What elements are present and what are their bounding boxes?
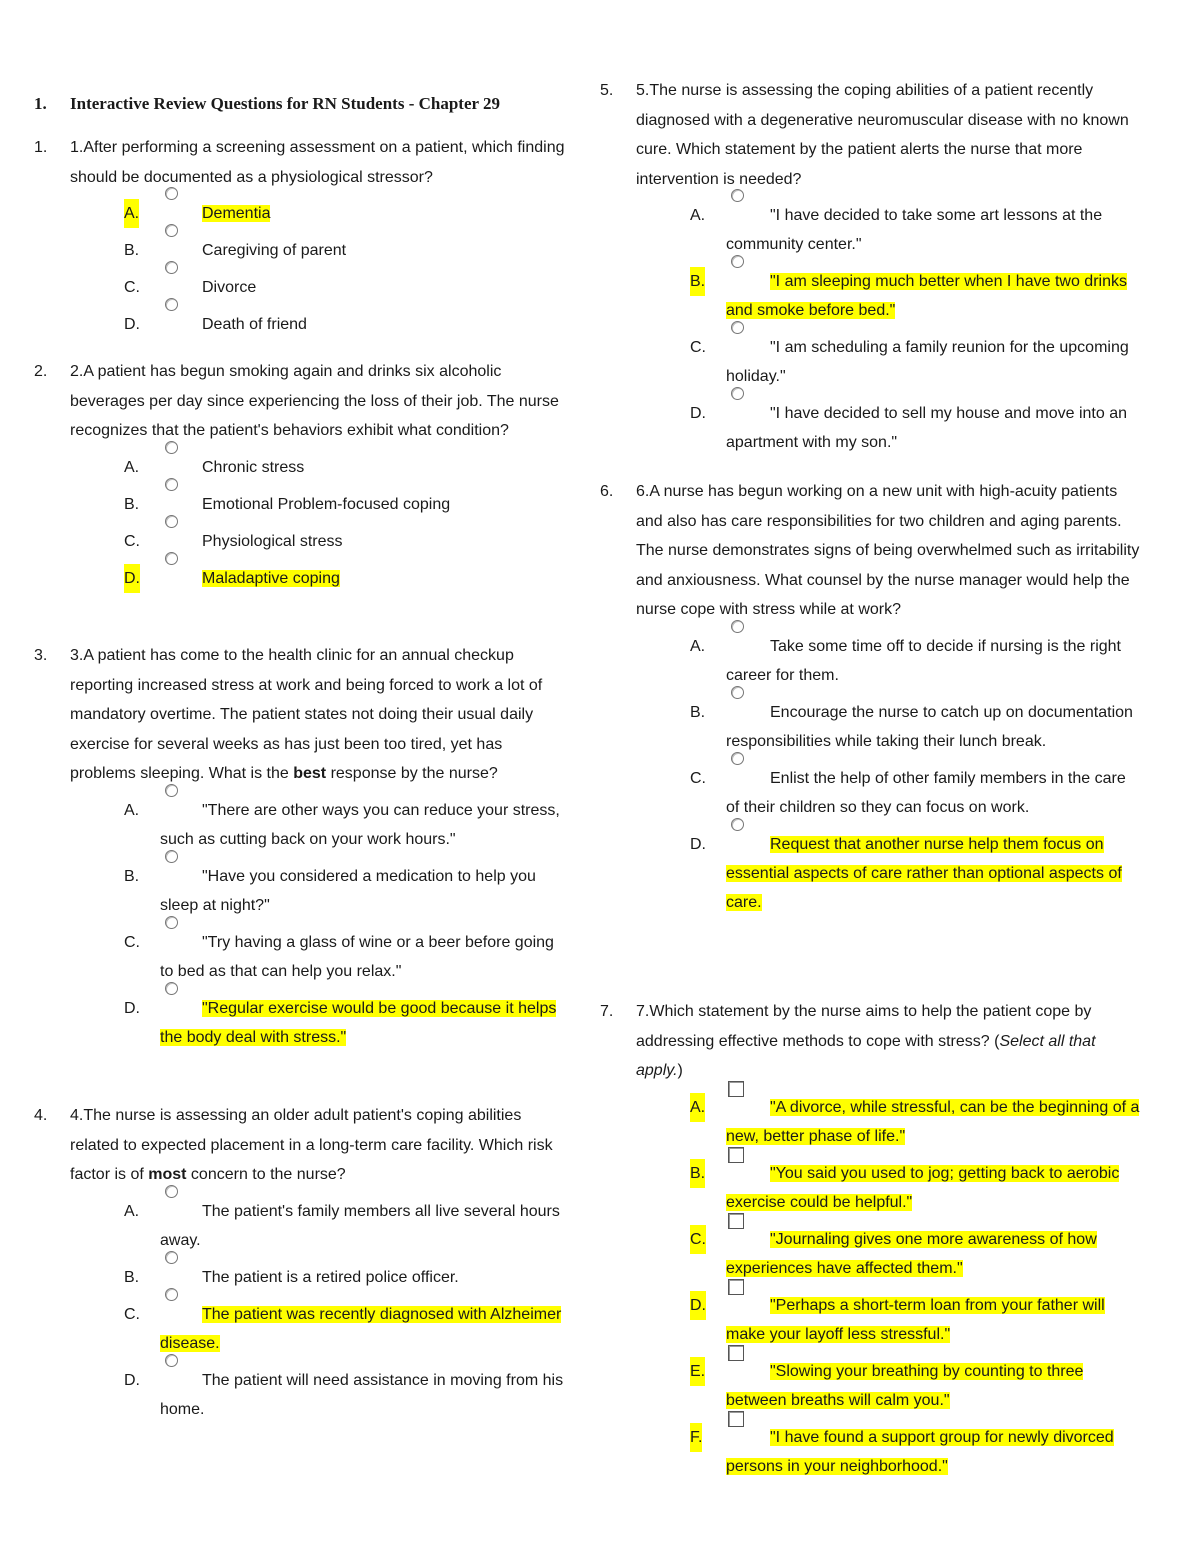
- option-letter: A.: [124, 1202, 140, 1220]
- option-d[interactable]: [124, 1366, 569, 1424]
- option-text: "Have you considered a medication to help you sleep at night?": [160, 867, 536, 914]
- option-text: "Try having a glass of wine or a beer before going to bed as that can help you relax.": [160, 933, 554, 980]
- option-text: "Journaling gives one more awareness of how experiences have affected them.": [726, 1230, 1097, 1277]
- question-5: [600, 76, 1140, 465]
- question-number: 7.: [600, 1003, 614, 1020]
- question-1: [34, 133, 569, 347]
- option-list: [34, 453, 569, 593]
- question-text: 5.The nurse is assessing the coping abilities of a patient recently diagnosed with a degenerative neuromuscular disease with no known cure. Which statement by the patient alerts the nurse that more intervention is needed?: [636, 82, 1129, 188]
- option-letter: B.: [124, 867, 140, 885]
- question-text: 6.A nurse has begun working on a new unit with high-acuity patients and also has care responsibilities for two children and aging parents. The nurse demonstrates signs of being overwhelmed such as irritability and anxiousness. What counsel by the nurse manager would help the nurse cope with stress while at work?: [636, 483, 1140, 618]
- checkbox-icon[interactable]: [728, 1345, 744, 1361]
- option-b[interactable]: [690, 267, 1140, 325]
- option-letter: D.: [124, 999, 140, 1017]
- option-letter: D.: [690, 405, 706, 422]
- option-b[interactable]: [690, 1159, 1140, 1217]
- question-emphasis: most: [148, 1166, 187, 1183]
- option-f[interactable]: [690, 1423, 1140, 1481]
- radio-button-icon[interactable]: [165, 982, 178, 995]
- option-text: Caregiving of parent: [202, 242, 347, 259]
- question-number: 1.: [34, 139, 48, 156]
- question-stem: [34, 133, 569, 192]
- radio-button-icon[interactable]: [165, 1185, 178, 1198]
- option-text: Death of friend: [202, 316, 307, 333]
- option-c[interactable]: [690, 1225, 1140, 1283]
- option-a[interactable]: [690, 1093, 1140, 1151]
- option-b[interactable]: [124, 1263, 569, 1292]
- question-instruction: Select all that apply.: [636, 1032, 1096, 1079]
- radio-button-icon[interactable]: [731, 818, 744, 831]
- option-text: Chronic stress: [202, 458, 305, 476]
- radio-button-icon[interactable]: [731, 620, 744, 633]
- checkbox-icon[interactable]: [728, 1213, 744, 1229]
- option-letter: D.: [124, 316, 140, 333]
- option-c[interactable]: [690, 764, 1140, 822]
- question-2: [34, 357, 569, 601]
- option-letter: A.: [124, 458, 140, 476]
- option-list: [600, 632, 1140, 917]
- question-stem: [600, 997, 1140, 1086]
- option-c[interactable]: [124, 928, 569, 986]
- option-d[interactable]: [124, 994, 569, 1052]
- question-text-part: 7.Which statement by the nurse aims to help the patient cope by addressing effective methods to cope with stress? (: [636, 1003, 1092, 1050]
- option-c[interactable]: [124, 1300, 569, 1358]
- option-text: The patient will need assistance in moving from his home.: [160, 1371, 564, 1418]
- option-text: "Perhaps a short-term loan from your father will make your layoff less stressful.": [726, 1296, 1105, 1343]
- option-text: The patient's family members all live several hours away.: [160, 1202, 560, 1249]
- radio-button-icon[interactable]: [731, 752, 744, 765]
- option-text: Request that another nurse help them focus on essential aspects of care rather than optional aspects of care.: [726, 835, 1122, 911]
- question-number: 3.: [34, 647, 48, 664]
- radio-button-icon[interactable]: [165, 441, 178, 454]
- radio-button-icon[interactable]: [731, 387, 744, 400]
- option-list: [34, 1197, 569, 1424]
- option-letter: C.: [124, 933, 140, 951]
- option-text: Enlist the help of other family members in the care of their children so they can focus on work.: [726, 769, 1126, 816]
- option-e[interactable]: [690, 1357, 1140, 1415]
- question-text: 1.After performing a screening assessment on a patient, which finding should be documented as a physiological stressor?: [70, 139, 565, 186]
- option-text: "I have decided to take some art lessons at the community center.": [726, 207, 1103, 253]
- option-letter: B.: [124, 1268, 140, 1286]
- option-a[interactable]: [124, 796, 569, 854]
- checkbox-icon[interactable]: [728, 1081, 744, 1097]
- option-letter: C.: [690, 339, 706, 356]
- question-text-part: concern to the nurse?: [186, 1166, 346, 1183]
- option-d[interactable]: [690, 399, 1140, 457]
- option-letter: A.: [690, 207, 706, 224]
- option-text: The patient was recently diagnosed with Alzheimer disease.: [160, 1305, 562, 1352]
- option-letter: A.: [690, 1093, 705, 1122]
- radio-button-icon[interactable]: [165, 515, 178, 528]
- radio-button-icon[interactable]: [165, 187, 178, 200]
- radio-button-icon[interactable]: [165, 261, 178, 274]
- radio-button-icon[interactable]: [731, 255, 744, 268]
- option-d[interactable]: [124, 310, 569, 339]
- option-c[interactable]: [690, 333, 1140, 391]
- radio-button-icon[interactable]: [731, 686, 744, 699]
- option-letter: A.: [124, 801, 140, 819]
- option-b[interactable]: [124, 490, 569, 519]
- radio-button-icon[interactable]: [165, 1288, 178, 1301]
- option-text: "I am scheduling a family reunion for the upcoming holiday.": [726, 339, 1129, 385]
- checkbox-icon[interactable]: [728, 1147, 744, 1163]
- option-text: "There are other ways you can reduce your stress, such as cutting back on your work hours.": [160, 801, 560, 848]
- question-stem: [600, 477, 1140, 625]
- option-text: "I have found a support group for newly divorced persons in your neighborhood.": [726, 1428, 1114, 1475]
- option-letter: B.: [690, 267, 705, 296]
- option-letter: C.: [124, 532, 140, 550]
- option-b[interactable]: [690, 698, 1140, 756]
- question-text: 2.A patient has begun smoking again and drinks six alcoholic beverages per day since experiencing the loss of their job. The nurse recognizes that the patient's behaviors exhibit what condition?: [70, 363, 559, 439]
- option-text: The patient is a retired police officer.: [202, 1268, 459, 1286]
- radio-button-icon[interactable]: [165, 298, 178, 311]
- question-number: 4.: [34, 1107, 48, 1124]
- option-a[interactable]: [690, 632, 1140, 690]
- radio-button-icon[interactable]: [165, 850, 178, 863]
- question-emphasis: best: [293, 765, 327, 782]
- question-3: [34, 641, 569, 1060]
- document-title: [34, 94, 500, 114]
- question-text: [70, 1101, 569, 1190]
- radio-button-icon[interactable]: [731, 189, 744, 202]
- option-letter: D.: [124, 564, 140, 593]
- question-text: [70, 641, 569, 789]
- option-a[interactable]: [690, 201, 1140, 259]
- option-d[interactable]: [690, 830, 1140, 917]
- question-text-part: ): [677, 1062, 683, 1079]
- option-letter: C.: [690, 769, 706, 787]
- option-c[interactable]: [124, 273, 569, 302]
- checkbox-icon[interactable]: [728, 1279, 744, 1295]
- question-number: 2.: [34, 363, 48, 380]
- checkbox-icon[interactable]: [728, 1411, 744, 1427]
- option-text: Divorce: [202, 279, 257, 296]
- option-text: Encourage the nurse to catch up on documentation responsibilities while taking their lunch break.: [726, 703, 1133, 750]
- option-a[interactable]: [124, 453, 569, 482]
- title-number: 1.: [34, 94, 47, 113]
- question-text-part: response by the nurse?: [326, 765, 498, 782]
- radio-button-icon[interactable]: [165, 916, 178, 929]
- option-text: Take some time off to decide if nursing is the right career for them.: [726, 637, 1121, 684]
- option-text: "A divorce, while stressful, can be the beginning of a new, better phase of life.": [726, 1098, 1140, 1145]
- title-text: Interactive Review Questions for RN Students - Chapter 29: [70, 94, 501, 113]
- option-letter: B.: [124, 242, 140, 259]
- option-letter: E.: [690, 1357, 705, 1386]
- option-c[interactable]: [124, 527, 569, 556]
- option-letter: C.: [124, 279, 140, 296]
- option-d[interactable]: [124, 564, 569, 593]
- option-letter: B.: [690, 1159, 705, 1188]
- question-stem: [34, 1101, 569, 1190]
- radio-button-icon[interactable]: [165, 224, 178, 237]
- option-d[interactable]: [690, 1291, 1140, 1349]
- option-letter: A.: [690, 637, 706, 655]
- option-list: [600, 1093, 1140, 1481]
- question-6: [600, 477, 1140, 925]
- option-list: [34, 199, 569, 339]
- question-number: 6.: [600, 483, 614, 500]
- option-b[interactable]: [124, 862, 569, 920]
- option-letter: C.: [124, 1305, 140, 1323]
- option-text: Maladaptive coping: [202, 569, 340, 587]
- radio-button-icon[interactable]: [165, 552, 178, 565]
- radio-button-icon[interactable]: [165, 1251, 178, 1264]
- option-letter: B.: [124, 495, 140, 513]
- question-text-part: 3.A patient has come to the health clinic for an annual checkup reporting increased stress at work and being forced to work a lot of mandatory overtime. The patient states not doing their usual daily exercise for several weeks as has just been too tired, yet has problems sleeping. What is the: [70, 647, 543, 782]
- option-a[interactable]: [124, 1197, 569, 1255]
- question-text-part: 4.The nurse is assessing an older adult patient's coping abilities related to expected placement in a long-term care facility. Which risk factor is of: [70, 1107, 553, 1183]
- option-text: "I have decided to sell my house and move into an apartment with my son.": [726, 405, 1128, 451]
- option-text: Emotional Problem-focused coping: [202, 495, 451, 513]
- option-list: [34, 796, 569, 1052]
- radio-button-icon[interactable]: [165, 784, 178, 797]
- question-stem: [34, 357, 569, 446]
- question-stem: [600, 76, 1140, 194]
- option-text: "Regular exercise would be good because it helps the body deal with stress.": [160, 999, 557, 1046]
- option-text: Physiological stress: [202, 532, 343, 550]
- option-text: "Slowing your breathing by counting to three between breaths will calm you.": [726, 1362, 1084, 1409]
- radio-button-icon[interactable]: [165, 478, 178, 491]
- option-letter: C.: [690, 1225, 706, 1254]
- option-letter: D.: [690, 1291, 706, 1320]
- option-b[interactable]: [124, 236, 569, 265]
- option-text: "You said you used to jog; getting back to aerobic exercise could be helpful.": [726, 1164, 1120, 1211]
- option-letter: D.: [124, 1371, 140, 1389]
- option-text: Dementia: [202, 205, 271, 222]
- question-4: [34, 1101, 569, 1432]
- option-letter: B.: [690, 703, 706, 721]
- option-letter: A.: [124, 199, 139, 228]
- question-text: [636, 997, 1140, 1086]
- option-a[interactable]: [124, 199, 569, 228]
- option-letter: F.: [690, 1423, 702, 1452]
- option-list: [600, 201, 1140, 457]
- radio-button-icon[interactable]: [731, 321, 744, 334]
- option-letter: D.: [690, 835, 706, 853]
- radio-button-icon[interactable]: [165, 1354, 178, 1367]
- option-text: "I am sleeping much better when I have two drinks and smoke before bed.": [726, 273, 1127, 319]
- question-number: 5.: [600, 82, 614, 99]
- question-7: [600, 997, 1140, 1489]
- question-stem: [34, 641, 569, 789]
